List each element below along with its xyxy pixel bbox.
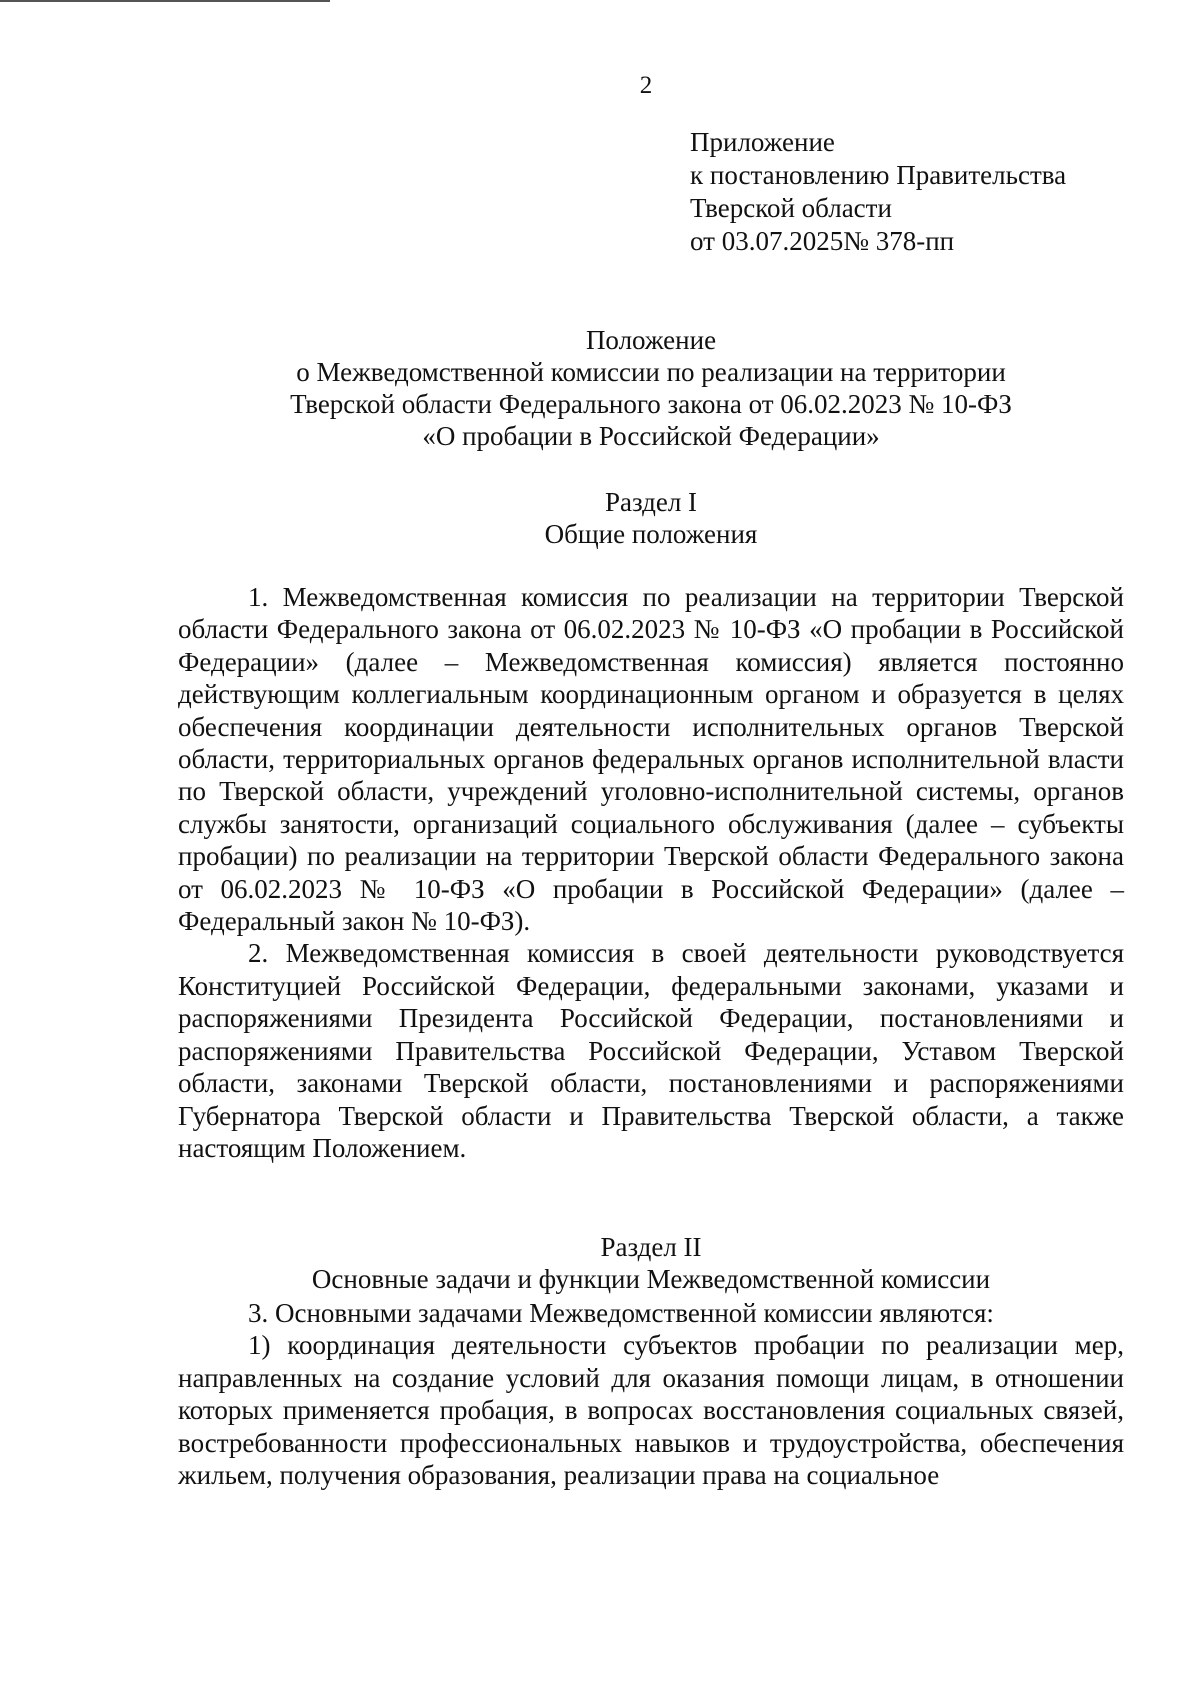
section-subheading: Общие положения <box>544 519 758 549</box>
section-heading: Раздел I <box>604 487 698 517</box>
appendix-line: Приложение <box>690 127 835 157</box>
title-line: «О пробации в Российской Федерации» <box>422 421 880 451</box>
page-number: 2 <box>639 72 653 99</box>
section-1-heading <box>178 486 1124 550</box>
section-subheading: Основные задачи и функции Межведомственной комиссии <box>311 1264 991 1294</box>
appendix-line: Тверской области <box>690 193 892 223</box>
paragraph: 2. Межведомственная комиссия в своей деятельности руководствуется Конституцией Российской Федерации, федеральными законами, указами и распоряжениями Президента Российской Федерации, постановлениями и распоряжениями Правительства Российской Федерации, Уставом Тверской области, законами Тверской области, постановлениями и распоряжениями Губернатора Тверской области и Правительства Тверской области, а также настоящим Положением. <box>178 938 1124 1163</box>
section-1-body <box>178 581 1124 1164</box>
scan-edge-line <box>0 0 330 2</box>
appendix-line: к постановлению Правительства <box>690 160 1067 190</box>
section-2-body <box>178 1297 1124 1491</box>
section-heading: Раздел II <box>600 1232 702 1262</box>
appendix-header <box>690 126 1066 258</box>
title-line: о Межведомственной комиссии по реализации на территории <box>296 357 1006 387</box>
appendix-line: от 03.07.2025№ 378-пп <box>690 226 955 256</box>
paragraph: 1. Межведомственная комиссия по реализации на территории Тверской области Федерального закона от 06.02.2023 № 10-ФЗ «О пробации в Российской Федерации» (далее – Межведомственная комиссия) является постоянно действующим коллегиальным координационным органом и образуется в целях обеспечения координации деятельности исполнительных органов Тверской области, территориальных органов федеральных органов исполнительной власти по Тверской области, учреждений уголовно-исполнительной системы, органов службы занятости, организаций социального обслуживания (далее – субъекты пробации) по реализации на территории Тверской области Федерального закона от 06.02.2023 № 10-ФЗ «О пробации в Российской Федерации» (далее – Федеральный закон № 10-ФЗ). <box>178 582 1124 937</box>
paragraph: 3. Основными задачами Межведомственной комиссии являются: <box>248 1298 994 1328</box>
paragraph: 1) координация деятельности субъектов пробации по реализации мер, направленных на создание условий для оказания помощи лицам, в отношении которых применяется пробация, в вопросах восстановления социальных связей, востребованности профессиональных навыков и трудоустройства, обеспечения жильем, получения образования, реализации права на социальное <box>178 1330 1124 1491</box>
title-line: Положение <box>585 325 717 355</box>
title-line: Тверской области Федерального закона от 06.02.2023 № 10-ФЗ <box>290 389 1012 419</box>
section-2-heading <box>178 1231 1124 1295</box>
document-title <box>178 324 1124 452</box>
